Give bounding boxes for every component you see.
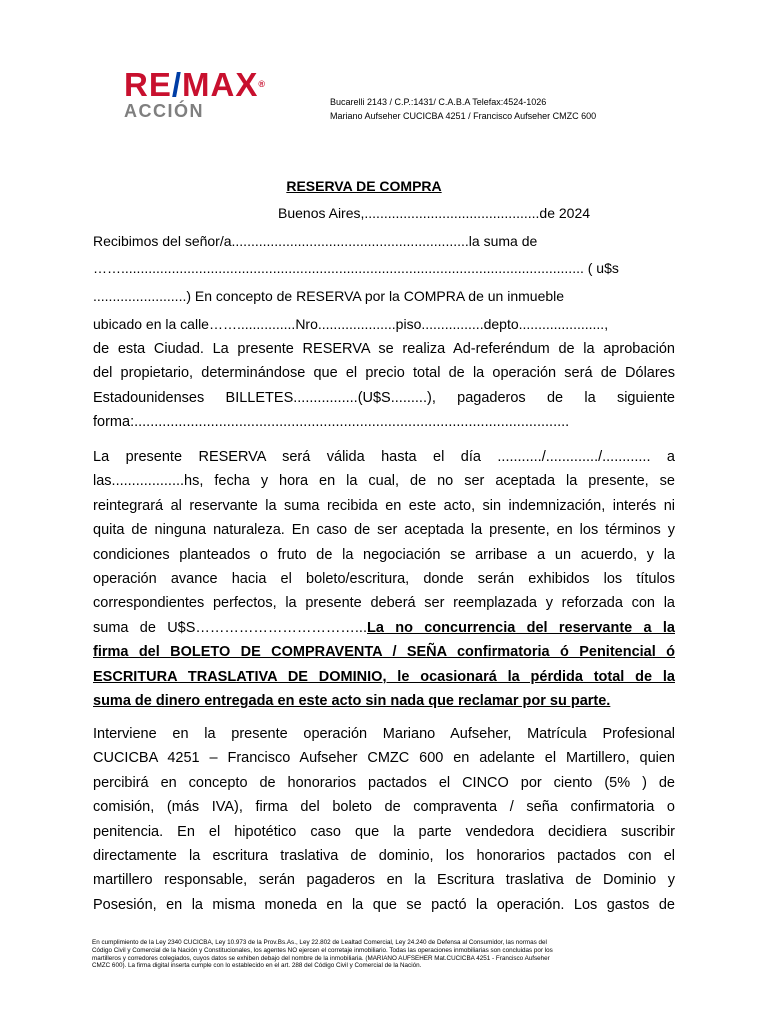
footer-line: Código Civil y Comercial de la Nación y Constitucionales, los agentes NO ejercen el corretaje inmobiliario. Todas las operaciones inmobiliarias son concluidas por los <box>92 946 553 954</box>
paragraph-line: condiciones planteados o fruto de la negociación se arribase a un acuerdo, y la <box>93 546 675 563</box>
paragraph-line: percibirá en concepto de honorarios pactados el CINCO por ciento (5% ) de <box>93 774 675 791</box>
fees-paragraph <box>93 722 675 917</box>
paragraph-line: penitencia. En el hipotético caso que la parte vendedora decidiera suscribir <box>93 823 675 840</box>
paragraph-line: las..................hs, fecha y hora en la cual, de no ser aceptada la presente, se <box>93 473 675 490</box>
penalty-clause: firma del BOLETO DE COMPRAVENTA / SEÑA confirmatoria ó Penitencial ó <box>93 644 675 661</box>
amount-line: ……....................................................................................................................... ( u$s <box>93 260 619 276</box>
paragraph-line: CUCICBA 4251 – Francisco Aufseher CMZC 600 en adelante el Martillero, quien <box>93 750 675 767</box>
paragraph-line <box>93 616 675 640</box>
paragraph-line: correspondientes perfectos, la presente deberá ser reemplazada y reforzada con la <box>93 595 675 612</box>
footer-line: CMZC 600). La firma digital inserta cumple con lo establecido en el art. 288 del Código Civil y Comercial de la Nación. <box>92 962 422 970</box>
concept-line: ........................) En concepto de RESERVA por la COMPRA de un inmueble <box>93 288 565 304</box>
paragraph-line: forma:............................................................................................................ <box>93 414 570 431</box>
price-paragraph <box>93 337 675 435</box>
amount-text: suma de U$S……………………………... <box>93 619 367 636</box>
address-line: Bucarelli 2143 / C.P.:1431/ C.A.B.A Telefax:4524-1026 <box>330 97 547 107</box>
paragraph-line: comisión, (más IVA), firma del boleto de compraventa / seña confirmatoria o <box>93 799 675 816</box>
penalty-clause: suma de dinero entregada en este acto sin nada que reclamar por su parte. <box>93 693 611 710</box>
logo-wordmark: RE/MAX® <box>124 66 266 103</box>
paragraph-line: Estadounidenses BILLETES................(U$S.........), pagaderos de la siguiente <box>93 389 675 406</box>
paragraph-line: martillero responsable, serán pagaderos en la Escritura traslativa de Dominio y <box>93 872 675 889</box>
date-line: Buenos Aires,.............................................de 2024 <box>278 205 591 221</box>
paragraph-line: de esta Ciudad. La presente RESERVA se realiza Ad-referéndum de la aprobación <box>93 341 675 357</box>
remax-logo <box>124 68 266 120</box>
legal-footer <box>92 939 676 970</box>
paragraph-line: Interviene en la presente operación Mariano Aufseher, Matrícula Profesional <box>93 726 675 742</box>
paragraph-line: operación avance hacia el boleto/escritura, donde serán exhibidos los títulos <box>93 571 675 588</box>
logo-subtitle: ACCIÓN <box>124 101 204 121</box>
footer-line: martilleros y corredores colegiados, cuyos datos se exhiben debajo del nombre de la inmobiliaria. (MARIANO AUFSEHER Mat.CUCICBA 4251 - Francisco Aufseher <box>92 954 550 962</box>
validity-paragraph <box>93 445 675 713</box>
paragraph-line: La presente RESERVA será válida hasta el día .........../............./............ a <box>93 449 675 465</box>
recipient-line: Recibimos del señor/a.............................................................la suma de <box>93 233 538 249</box>
paragraph-line: directamente la escritura traslativa de dominio, los honorarios pactados con el <box>93 848 675 865</box>
paragraph-line: reintegrará al reservante la suma recibida en este acto, sin indemnización, interés ni <box>93 497 675 514</box>
agents-line: Mariano Aufseher CUCICBA 4251 / Francisco Aufseher CMZC 600 <box>330 111 597 121</box>
address-fields-line: ubicado en la calle……...............Nro....................piso................depto......................, <box>93 316 609 332</box>
penalty-clause: La no concurrencia del reservante a la <box>367 619 675 636</box>
paragraph-line: Posesión, en la misma moneda en la que se pactó la operación. Los gastos de <box>93 896 675 913</box>
paragraph-line: del propietario, determinándose que el precio total de la operación será de Dólares <box>93 365 675 382</box>
penalty-clause: ESCRITURA TRASLATIVA DE DOMINIO, le ocasionará la pérdida total de la <box>93 668 675 685</box>
paragraph-line: quita de ninguna naturaleza. En caso de ser aceptada la presente, en los términos y <box>93 522 675 539</box>
footer-line: En cumplimiento de la Ley 2340 CUCICBA, Ley 10.973 de la Prov.Bs.As., Ley 22.802 de Lealtad Comercial, Ley 24.240 de Defensa al Consumidor, las normas del <box>92 939 547 946</box>
document-title: RESERVA DE COMPRA <box>286 178 442 194</box>
